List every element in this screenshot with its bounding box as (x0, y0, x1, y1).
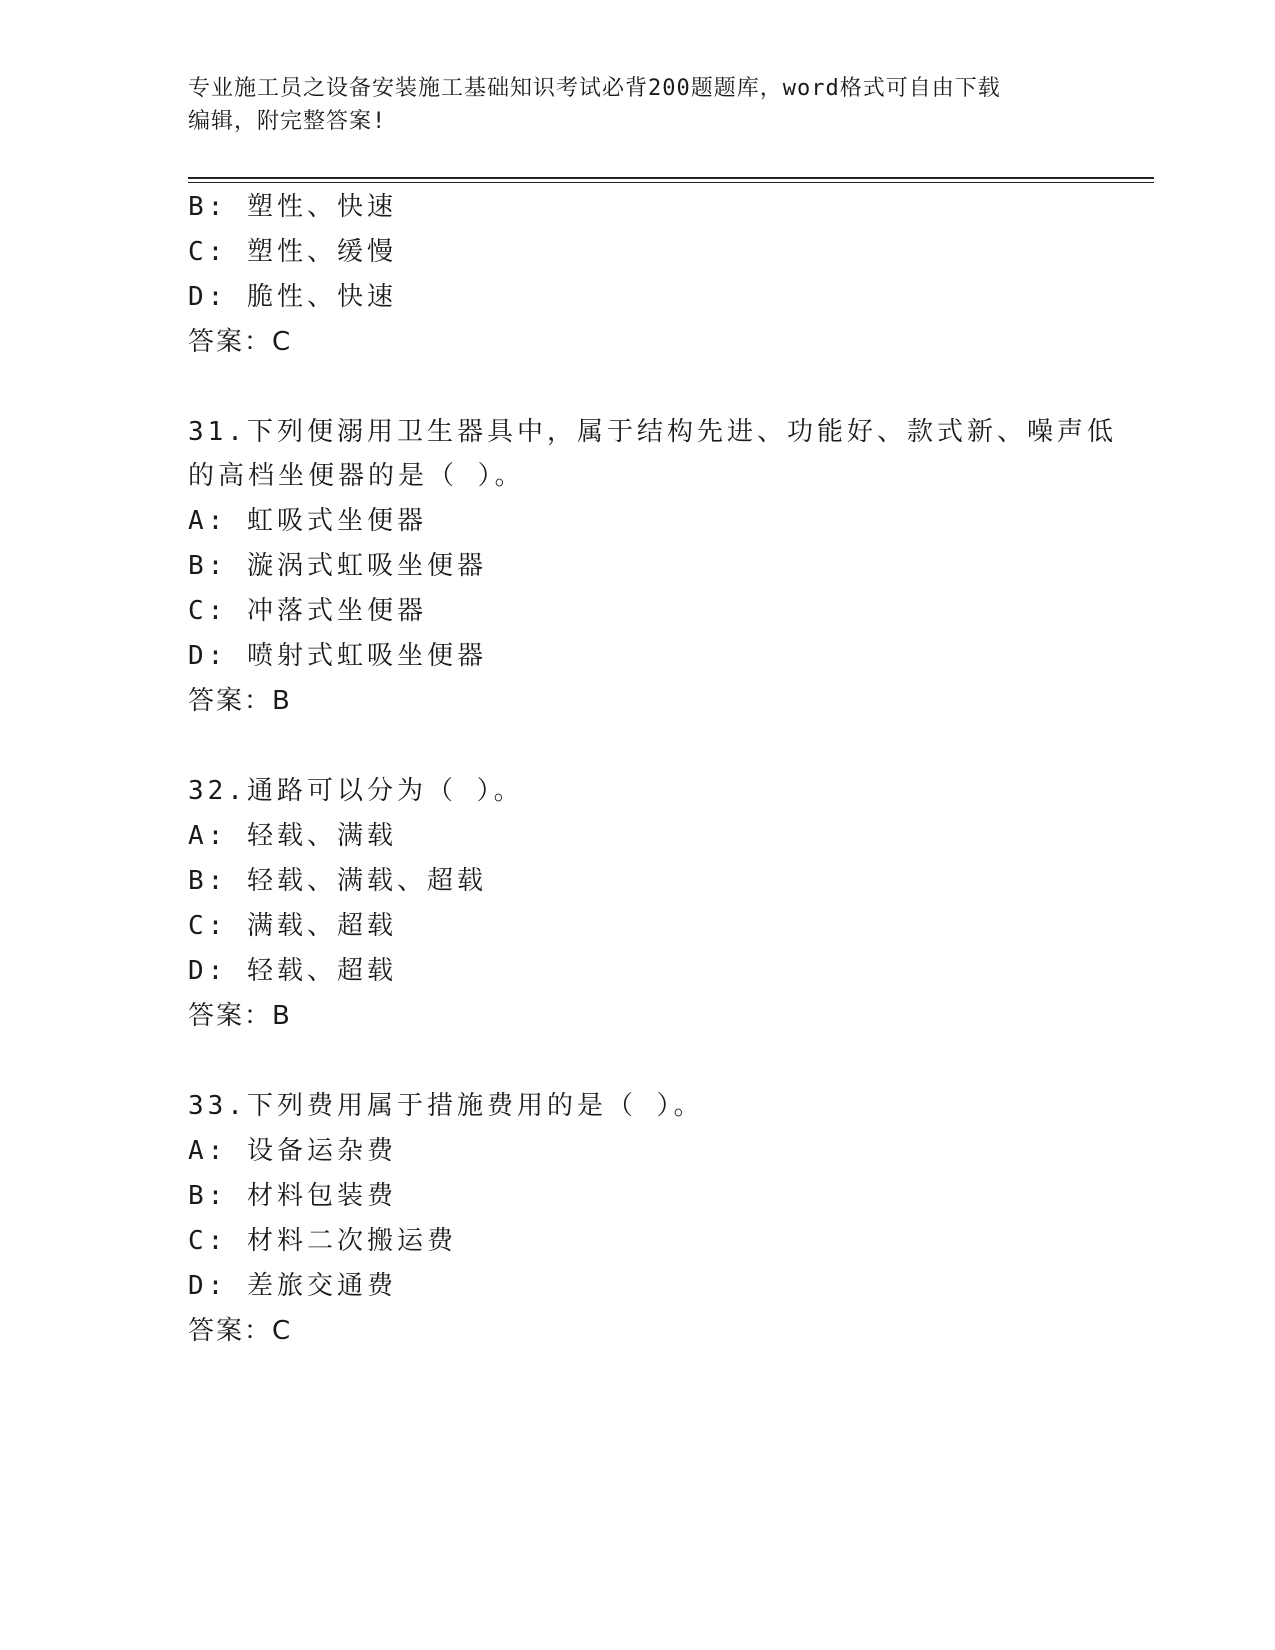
header-divider-thick (188, 177, 1154, 179)
option-d: D: 喷射式虹吸坐便器 (188, 641, 487, 671)
answer: 答案：C (188, 1316, 293, 1346)
option-c: C: 材料二次搬运费 (188, 1226, 457, 1256)
option-d: D: 脆性、快速 (188, 282, 397, 312)
option-c: C: 冲落式坐便器 (188, 596, 427, 626)
question-stem-continued: 的高档坐便器的是（ ）。 (188, 461, 525, 491)
option-a: A: 虹吸式坐便器 (188, 506, 427, 536)
option-a: A: 设备运杂费 (188, 1136, 397, 1166)
answer: 答案：C (188, 327, 293, 357)
header-line-2: 编辑，附完整答案! (188, 109, 387, 134)
option-b: B: 塑性、快速 (188, 192, 397, 222)
page-header (188, 72, 1088, 138)
answer: 答案：B (188, 1001, 292, 1031)
option-b: B: 漩涡式虹吸坐便器 (188, 551, 487, 581)
option-c: C: 塑性、缓慢 (188, 237, 397, 267)
option-b: B: 轻载、满载、超载 (188, 866, 487, 896)
option-d: D: 差旅交通费 (188, 1271, 397, 1301)
answer: 答案：B (188, 686, 292, 716)
header-divider-thin (188, 182, 1154, 183)
question-stem: 33.下列费用属于措施费用的是（ ）。 (188, 1091, 704, 1121)
option-c: C: 满载、超载 (188, 911, 397, 941)
header-line-1: 专业施工员之设备安装施工基础知识考试必背200题题库，word格式可自由下载 (188, 76, 1001, 101)
option-b: B: 材料包装费 (188, 1181, 397, 1211)
option-a: A: 轻载、满载 (188, 821, 397, 851)
question-stem: 31.下列便溺用卫生器具中，属于结构先进、功能好、款式新、噪声低 (188, 417, 1117, 447)
question-stem: 32.通路可以分为（ ）。 (188, 776, 524, 806)
option-d: D: 轻载、超载 (188, 956, 397, 986)
